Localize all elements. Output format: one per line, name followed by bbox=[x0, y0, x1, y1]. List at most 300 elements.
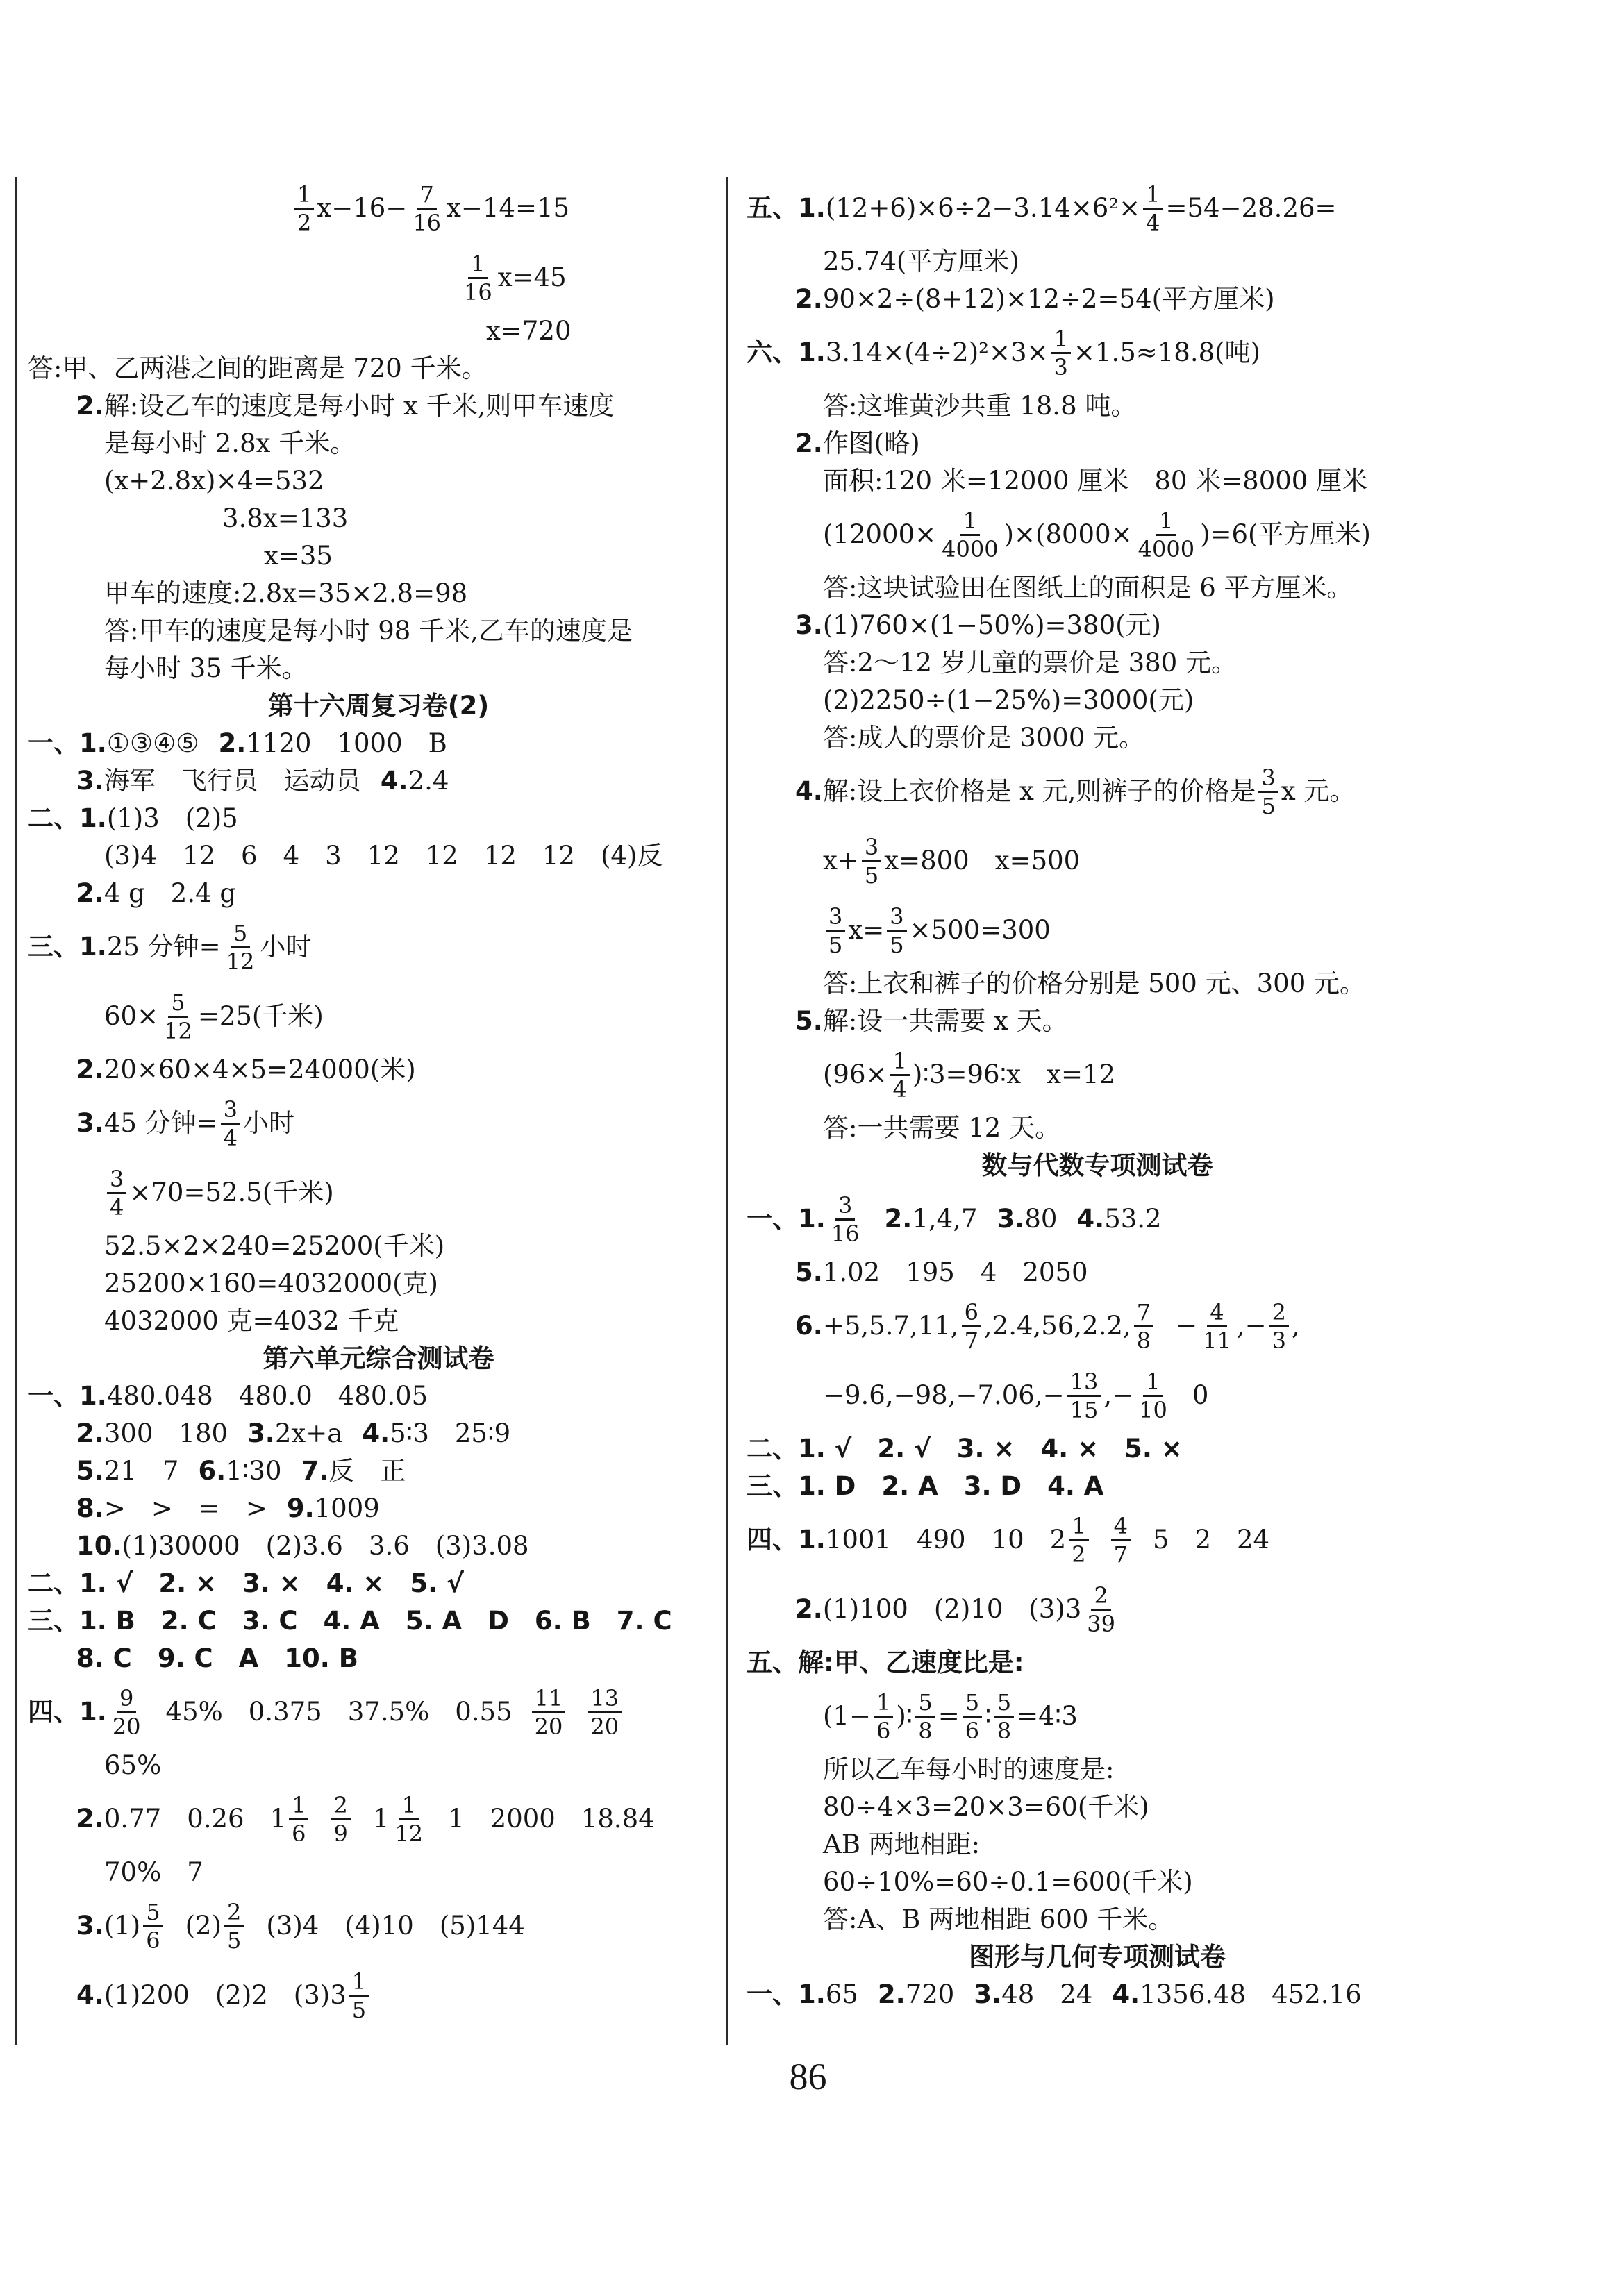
numerator: 6 bbox=[962, 1299, 981, 1327]
section-number: 二、1. bbox=[28, 803, 107, 833]
equation-line bbox=[747, 1682, 1448, 1751]
numerator: 5 bbox=[143, 1899, 163, 1927]
expr-text: )∶ bbox=[896, 1701, 913, 1731]
answer-text: 作图(略) bbox=[822, 428, 920, 458]
equation-line bbox=[28, 1227, 729, 1265]
answer-line bbox=[28, 1854, 729, 1891]
item-number: 4. bbox=[380, 766, 408, 796]
expr-text: x=35 bbox=[264, 541, 333, 571]
fraction bbox=[392, 1792, 426, 1847]
section-number: 三、1. bbox=[28, 932, 107, 962]
left-margin-rule bbox=[15, 177, 17, 2045]
item-number: 4. bbox=[362, 1418, 390, 1448]
numerator: 5 bbox=[915, 1689, 935, 1718]
equation-line bbox=[747, 500, 1448, 569]
fraction bbox=[588, 1685, 622, 1740]
fraction bbox=[532, 1685, 566, 1740]
equation-line bbox=[747, 1788, 1448, 1826]
fraction bbox=[826, 903, 845, 958]
expr-text: =4∶3 bbox=[1017, 1701, 1078, 1731]
denominator: 4 bbox=[110, 1193, 124, 1221]
answer-line bbox=[747, 1003, 1448, 1040]
fraction bbox=[161, 989, 195, 1044]
item-number: 2. bbox=[76, 1418, 104, 1448]
item-number: 2. bbox=[76, 1804, 104, 1834]
expr-text: ∶ bbox=[985, 1701, 992, 1731]
item-number: 4. bbox=[795, 776, 823, 806]
item-number: 6. bbox=[795, 1311, 823, 1341]
numerator: 1 bbox=[890, 1048, 910, 1076]
expr-text: (1− bbox=[823, 1701, 871, 1731]
numerator: 1 bbox=[960, 508, 980, 536]
denominator: 5 bbox=[351, 1996, 367, 2023]
item-number: 7. bbox=[301, 1456, 329, 1486]
fraction bbox=[963, 1689, 982, 1744]
fraction bbox=[994, 1689, 1014, 1744]
answer-text: 五、解:甲、乙速度比是: bbox=[747, 1648, 1024, 1677]
answer-text: 每小时 35 千米。 bbox=[104, 653, 308, 683]
numerator: 7 bbox=[417, 181, 436, 210]
answer-text: ,2.4,56,2.2, bbox=[983, 1311, 1131, 1341]
answer-text: 答:A、B 两地相距 600 千米。 bbox=[823, 1904, 1174, 1934]
answer-text: 1356.48 452.16 bbox=[1140, 1979, 1362, 2009]
answer-line bbox=[747, 569, 1448, 607]
answer-line bbox=[28, 1565, 729, 1602]
equation-line bbox=[28, 174, 729, 243]
answer-text: 0.77 0.26 1 bbox=[103, 1804, 287, 1834]
item-number: 5. bbox=[76, 1456, 104, 1486]
expr-text: (1)760×(1−50%)=380(元) bbox=[822, 610, 1161, 640]
answer-line bbox=[28, 350, 729, 387]
item-number: 4. bbox=[76, 1980, 104, 2010]
answer-text: 甲车的速度:2.8x=35×2.8=98 bbox=[104, 578, 468, 608]
expr-text: ×70=52.5(千米) bbox=[129, 1178, 334, 1207]
answer-text: 45 分钟= bbox=[103, 1108, 218, 1138]
answer-text: 21 7 bbox=[103, 1456, 179, 1486]
denominator: 6 bbox=[876, 1717, 891, 1744]
answer-text: 1009 bbox=[314, 1493, 380, 1523]
answer-text: 答:这堆黄沙共重 18.8 吨。 bbox=[823, 391, 1137, 421]
answer-line bbox=[747, 1751, 1448, 1788]
expr-text: x+ bbox=[823, 846, 859, 875]
equation-line bbox=[747, 1040, 1448, 1109]
expr-text: x=45 bbox=[497, 262, 567, 292]
answer-line bbox=[747, 1826, 1448, 1863]
denominator: 12 bbox=[164, 1017, 192, 1044]
denominator: 16 bbox=[413, 209, 442, 236]
numerator: 2 bbox=[224, 1899, 244, 1927]
denominator: 5 bbox=[828, 931, 843, 958]
numerator: 3 bbox=[1258, 764, 1278, 793]
equation-line bbox=[28, 982, 729, 1051]
fraction bbox=[461, 251, 495, 305]
item-number: 9. bbox=[286, 1493, 315, 1523]
denominator: 4 bbox=[892, 1075, 907, 1103]
numerator: 5 bbox=[994, 1689, 1014, 1718]
answer-line bbox=[747, 1644, 1448, 1682]
numerator: 3 bbox=[835, 1192, 855, 1221]
answer-line bbox=[28, 1784, 729, 1854]
answer-line bbox=[747, 682, 1448, 719]
fraction bbox=[828, 1192, 863, 1247]
answer-text: 三、1. B 2. C 3. C 4. A 5. A D 6. B 7. C bbox=[28, 1606, 672, 1636]
answer-text: 1∶30 bbox=[226, 1456, 282, 1486]
answer-line bbox=[747, 965, 1448, 1003]
denominator: 12 bbox=[394, 1820, 424, 1847]
denominator: 5 bbox=[890, 931, 904, 958]
answer-line bbox=[747, 1468, 1448, 1505]
answer-text: 答:2～12 岁儿童的票价是 380 元。 bbox=[823, 648, 1237, 678]
item-number: 4. bbox=[1076, 1204, 1105, 1234]
answer-line bbox=[28, 1377, 729, 1415]
numerator: 3 bbox=[887, 903, 906, 932]
answer-text: 300 180 bbox=[103, 1418, 228, 1448]
numerator: 7 bbox=[1134, 1299, 1153, 1327]
fraction bbox=[289, 1792, 308, 1847]
item-number: 3. bbox=[76, 766, 104, 796]
denominator: 10 bbox=[1139, 1396, 1167, 1423]
answer-text: 三、1. D 2. A 3. D 4. A bbox=[747, 1471, 1104, 1501]
fraction bbox=[1067, 1368, 1101, 1423]
numerator: 13 bbox=[1067, 1368, 1101, 1397]
expr-text: x= bbox=[848, 915, 885, 945]
answer-text: 480.048 480.0 480.05 bbox=[106, 1381, 428, 1411]
fraction bbox=[887, 903, 906, 958]
section-number: 一、 bbox=[28, 728, 79, 758]
item-number: 2. bbox=[795, 428, 823, 458]
answer-line bbox=[747, 1184, 1448, 1254]
answer-text: 5∶3 25∶9 bbox=[390, 1418, 511, 1448]
expr-text: )∶3=96∶x x=12 bbox=[912, 1059, 1116, 1089]
equation-line bbox=[28, 1265, 729, 1302]
item-number: 3. bbox=[974, 1979, 1002, 2009]
page-number: 86 bbox=[789, 2056, 827, 2097]
expr-text: x=800 x=500 bbox=[884, 846, 1081, 875]
fraction bbox=[143, 1899, 163, 1954]
denominator: 5 bbox=[227, 1927, 242, 1954]
fraction bbox=[224, 920, 258, 975]
item-number: 3. bbox=[997, 1204, 1025, 1234]
equation-line bbox=[28, 1158, 729, 1227]
fraction bbox=[1111, 1513, 1131, 1568]
expr-text: = bbox=[938, 1701, 960, 1731]
denominator: 5 bbox=[1261, 792, 1276, 819]
answer-text: +5,5.7,11, bbox=[822, 1311, 959, 1341]
denominator: 8 bbox=[1136, 1327, 1151, 1354]
numerator: 5 bbox=[963, 1689, 982, 1718]
answer-line bbox=[28, 1051, 729, 1089]
answer-text: 1 2000 18.84 bbox=[448, 1804, 655, 1834]
answer-text: 答:一共需要 12 天。 bbox=[823, 1113, 1061, 1143]
numerator: 5 bbox=[168, 989, 188, 1018]
numerator: 1 bbox=[349, 1968, 369, 1997]
expr-text: (2)2250÷(1−25%)=3000(元) bbox=[823, 685, 1194, 715]
numerator: 3 bbox=[826, 903, 845, 932]
expr-text: x−16− bbox=[317, 193, 408, 223]
section-number: 一、1. bbox=[747, 1979, 826, 2009]
denominator: 39 bbox=[1087, 1610, 1116, 1637]
numerator: 2 bbox=[1269, 1299, 1289, 1327]
answer-text: 反 正 bbox=[328, 1456, 406, 1486]
answer-text: 20×60×4×5=24000(米) bbox=[103, 1055, 416, 1084]
right-column bbox=[747, 174, 1448, 2013]
answer-line bbox=[747, 243, 1448, 280]
fraction bbox=[915, 1689, 935, 1744]
answer-line bbox=[28, 425, 729, 462]
answer-text: 25 分钟= bbox=[106, 932, 221, 962]
answer-text: 1,4,7 bbox=[912, 1204, 978, 1234]
denominator: 4000 bbox=[942, 535, 999, 562]
item-number: 3. bbox=[247, 1418, 275, 1448]
answer-line bbox=[28, 1089, 729, 1158]
numerator: 4 bbox=[1111, 1513, 1131, 1541]
answer-line bbox=[28, 1677, 729, 1747]
answer-line bbox=[28, 1415, 729, 1452]
expr-text: 3.8x=133 bbox=[222, 503, 349, 533]
answer-text: 70% 7 bbox=[104, 1857, 203, 1887]
equation-line bbox=[28, 462, 729, 500]
fraction bbox=[331, 1792, 350, 1847]
answer-line bbox=[747, 1254, 1448, 1291]
item-number: 4. bbox=[1112, 1979, 1140, 2009]
answer-text: (1)3 (2)5 bbox=[106, 803, 238, 833]
expr-text: )×(8000× bbox=[1003, 519, 1133, 549]
denominator: 2 bbox=[297, 209, 312, 236]
answer-line bbox=[28, 1602, 729, 1640]
fraction bbox=[874, 1689, 893, 1744]
numerator: 2 bbox=[1091, 1582, 1110, 1611]
fraction bbox=[1135, 508, 1197, 562]
denominator: 16 bbox=[464, 278, 492, 305]
fraction bbox=[110, 1685, 144, 1740]
answer-text: 8. C 9. C A 10. B bbox=[76, 1643, 358, 1673]
expr-text: )=6(平方厘米) bbox=[1200, 519, 1371, 549]
item-number: 2. bbox=[76, 878, 104, 908]
numerator: 1 bbox=[1156, 508, 1176, 536]
expr-text: 80÷4×3=20×3=60(千米) bbox=[823, 1792, 1149, 1822]
numerator: 1 bbox=[1069, 1513, 1088, 1541]
fraction bbox=[1143, 181, 1163, 236]
equation-line bbox=[28, 243, 729, 312]
expr-text: 90×2÷(8+12)×12÷2=54(平方厘米) bbox=[822, 284, 1275, 314]
item-number: 2. bbox=[795, 284, 823, 314]
answer-text: 720 bbox=[905, 1979, 955, 2009]
fraction bbox=[890, 1048, 910, 1103]
item-number: 8. bbox=[76, 1493, 104, 1523]
denominator: 3 bbox=[1272, 1327, 1286, 1354]
numerator: 1 bbox=[399, 1792, 419, 1820]
denominator: 4000 bbox=[1138, 535, 1195, 562]
expr-text: 52.5×2×240=25200(千米) bbox=[104, 1231, 445, 1261]
answer-text: 海军 飞行员 运动员 bbox=[103, 766, 361, 796]
answer-text: ,− bbox=[1103, 1380, 1134, 1410]
equation-line bbox=[28, 312, 729, 350]
item-number: 6. bbox=[198, 1456, 226, 1486]
fraction bbox=[221, 1096, 240, 1151]
answer-text: 2x+a bbox=[274, 1418, 343, 1448]
denominator: 8 bbox=[997, 1717, 1012, 1744]
answer-line bbox=[747, 425, 1448, 462]
answer-text: 面积:120 米=12000 厘米 80 米=8000 厘米 bbox=[823, 466, 1368, 496]
denominator: 6 bbox=[146, 1927, 160, 1954]
answer-line bbox=[747, 1430, 1448, 1468]
fraction bbox=[1134, 1299, 1153, 1354]
answer-text: 4 g 2.4 g bbox=[103, 878, 237, 908]
fraction bbox=[1136, 1368, 1170, 1423]
answer-text: 答:这块试验田在图纸上的面积是 6 平方厘米。 bbox=[823, 573, 1353, 603]
denominator: 4 bbox=[1146, 209, 1160, 236]
answer-text: x 元。 bbox=[1281, 776, 1356, 806]
expr-text: 60÷10%=60÷0.1=600(千米) bbox=[823, 1867, 1193, 1897]
denominator: 5 bbox=[864, 862, 879, 889]
section-title bbox=[28, 687, 729, 725]
section-title-text: 第十六周复习卷(2) bbox=[267, 691, 490, 721]
answer-text: 1.02 195 4 2050 bbox=[822, 1257, 1088, 1287]
answer-text: 所以乙车每小时的速度是: bbox=[823, 1754, 1115, 1784]
answer-text: 1001 490 10 2 bbox=[825, 1525, 1067, 1555]
answer-text: 答:甲车的速度是每小时 98 千米,乙车的速度是 bbox=[104, 616, 633, 646]
answer-text: 解:设乙车的速度是每小时 x 千米,则甲车速度 bbox=[103, 391, 615, 421]
answer-line bbox=[747, 719, 1448, 757]
numerator: 1 bbox=[874, 1689, 893, 1718]
numerator: 1 bbox=[468, 251, 488, 279]
expr-text: (12000× bbox=[823, 519, 937, 549]
answer-line bbox=[747, 1901, 1448, 1938]
section-title bbox=[747, 1938, 1448, 1976]
expr-text: =25(千米) bbox=[197, 1001, 324, 1031]
answer-line bbox=[28, 1961, 729, 2030]
section-number: 五、1. bbox=[747, 193, 826, 223]
denominator: 2 bbox=[1072, 1541, 1086, 1568]
answer-text: 解:设上衣价格是 x 元,则裤子的价格是 bbox=[822, 776, 1256, 806]
left-column bbox=[28, 174, 729, 2030]
numerator: 1 bbox=[1143, 1368, 1163, 1397]
denominator: 8 bbox=[918, 1717, 933, 1744]
equation-line bbox=[28, 500, 729, 537]
numerator: 1 bbox=[1051, 326, 1071, 354]
fraction bbox=[410, 181, 444, 236]
section-title-text: 图形与几何专项测试卷 bbox=[969, 1942, 1226, 1972]
answer-text: 答:甲、乙两港之间的距离是 720 千米。 bbox=[28, 353, 488, 383]
answer-line bbox=[28, 762, 729, 800]
answer-line bbox=[28, 912, 729, 982]
section-number: 一、1. bbox=[747, 1204, 826, 1234]
item-number: 2. bbox=[884, 1204, 913, 1234]
answer-text: 5 2 24 bbox=[1152, 1525, 1270, 1555]
section-title-text: 数与代数专项测试卷 bbox=[981, 1150, 1213, 1180]
denominator: 11 bbox=[1203, 1327, 1231, 1354]
denominator: 20 bbox=[590, 1713, 619, 1740]
denominator: 6 bbox=[292, 1820, 306, 1847]
equation-line bbox=[747, 826, 1448, 896]
denominator: 15 bbox=[1069, 1396, 1099, 1423]
expr-text: ×500=300 bbox=[909, 915, 1051, 945]
answer-line bbox=[747, 1505, 1448, 1575]
expr-text: (x+2.8x)×4=532 bbox=[104, 466, 324, 496]
answer-text: (3)4 12 6 4 3 12 12 12 12 (4)反 bbox=[104, 841, 663, 871]
answer-line bbox=[747, 644, 1448, 682]
item-number: 3. bbox=[76, 1911, 104, 1941]
numerator: 5 bbox=[231, 920, 250, 948]
numerator: 3 bbox=[862, 834, 881, 862]
item-number: 2. bbox=[76, 391, 104, 421]
numerator: 13 bbox=[588, 1685, 622, 1713]
denominator: 4 bbox=[223, 1124, 238, 1151]
numerator: 2 bbox=[331, 1792, 350, 1820]
denominator: 16 bbox=[831, 1220, 860, 1247]
numerator: 4 bbox=[1207, 1299, 1226, 1327]
expr-text: 3.14×(4÷2)²×3× bbox=[825, 337, 1049, 367]
expr-text: 25200×160=4032000(克) bbox=[104, 1268, 438, 1298]
answer-text: −9.6,−98,−7.06,− bbox=[823, 1380, 1065, 1410]
answer-line bbox=[28, 1747, 729, 1784]
answer-line bbox=[747, 1291, 1448, 1361]
expr-text: ×1.5≈18.8(吨) bbox=[1073, 337, 1260, 367]
answer-text: 二、1. √ 2. × 3. × 4. × 5. √ bbox=[28, 1568, 464, 1598]
answer-text: − bbox=[1176, 1311, 1198, 1341]
answer-line bbox=[28, 1490, 729, 1527]
answer-text: 小时 bbox=[243, 1108, 295, 1138]
answer-line bbox=[747, 1575, 1448, 1644]
answer-line bbox=[28, 612, 729, 650]
equation-line bbox=[747, 896, 1448, 965]
answer-text: 45% 0.375 37.5% 0.55 bbox=[165, 1697, 513, 1727]
answer-text: ①③④⑤ bbox=[106, 728, 199, 758]
item-number: 10. bbox=[76, 1531, 122, 1561]
answer-line bbox=[28, 725, 729, 762]
answer-text: AB 两地相距: bbox=[823, 1829, 981, 1859]
denominator: 7 bbox=[964, 1327, 978, 1354]
answer-text: 答:成人的票价是 3000 元。 bbox=[823, 723, 1145, 753]
numerator: 9 bbox=[117, 1685, 136, 1713]
section-title-text: 第六单元综合测试卷 bbox=[263, 1343, 494, 1373]
answer-line bbox=[747, 607, 1448, 644]
fraction bbox=[349, 1968, 369, 2023]
answer-text: 1 bbox=[372, 1804, 390, 1834]
answer-line bbox=[28, 1891, 729, 1961]
answer-line bbox=[747, 280, 1448, 318]
answer-text: 答:上衣和裤子的价格分别是 500 元、300 元。 bbox=[823, 969, 1365, 998]
denominator: 20 bbox=[112, 1713, 141, 1740]
item-number: 5. bbox=[795, 1006, 823, 1036]
answer-line bbox=[28, 575, 729, 612]
expr-text: (12+6)×6÷2−3.14×6²× bbox=[825, 193, 1141, 223]
fraction bbox=[962, 1299, 981, 1354]
expr-text: 25.74(平方厘米) bbox=[823, 246, 1019, 276]
numerator: 1 bbox=[289, 1792, 308, 1820]
denominator: 3 bbox=[1053, 353, 1068, 380]
section-number: 一、1. bbox=[28, 1381, 107, 1411]
fraction bbox=[1051, 326, 1071, 380]
answer-text: (3)4 (4)10 (5)144 bbox=[266, 1911, 525, 1941]
denominator: 20 bbox=[534, 1713, 563, 1740]
answer-text: (1)30000 (2)3.6 3.6 (3)3.08 bbox=[122, 1531, 529, 1561]
answer-line bbox=[28, 387, 729, 425]
section-title bbox=[28, 1340, 729, 1377]
answer-line bbox=[28, 1640, 729, 1677]
fraction bbox=[224, 1899, 244, 1954]
fraction bbox=[939, 508, 1001, 562]
answer-line bbox=[747, 462, 1448, 500]
answer-text: 解:设一共需要 x 天。 bbox=[822, 1006, 1068, 1036]
equation-line bbox=[28, 537, 729, 575]
answer-text: 53.2 bbox=[1104, 1204, 1162, 1234]
denominator: 12 bbox=[226, 948, 255, 975]
item-number: 3. bbox=[76, 1108, 104, 1138]
numerator: 3 bbox=[221, 1096, 240, 1125]
answer-text: 是每小时 2.8x 千米。 bbox=[104, 428, 356, 458]
section-number: 四、1. bbox=[747, 1525, 826, 1555]
